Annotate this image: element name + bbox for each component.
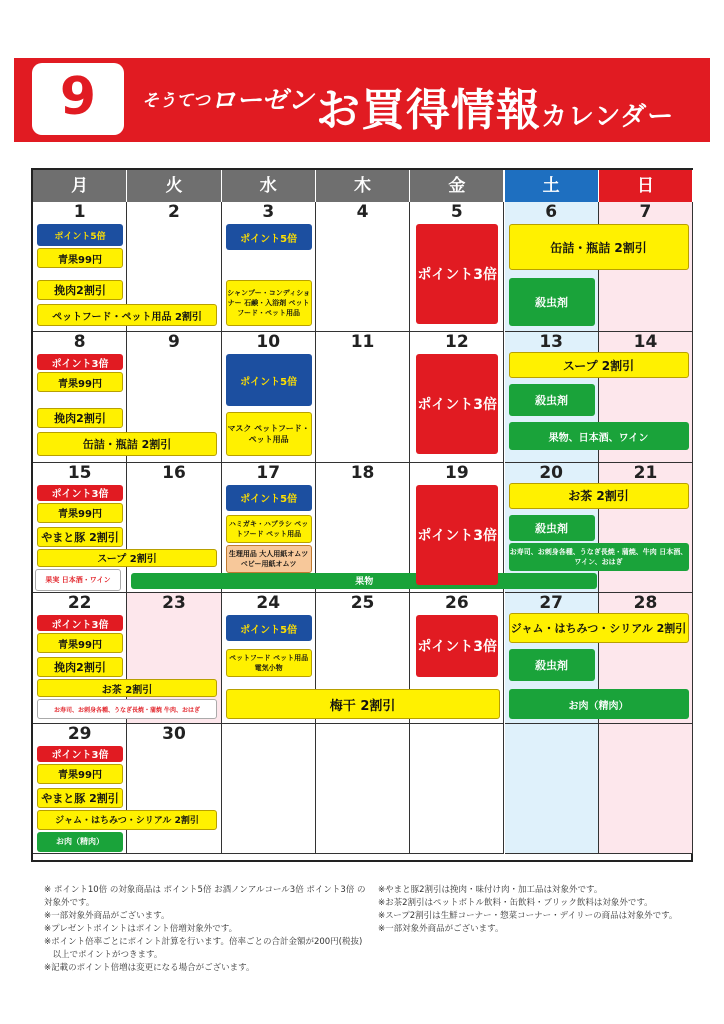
note-line: ※やまと豚2割引は挽肉・味付け肉・加工品は対象外です。	[378, 885, 603, 895]
day-number: 17	[256, 462, 281, 483]
event-fruitlabel: 果実 日本酒・ワイン	[35, 569, 121, 591]
day-cell	[316, 724, 410, 854]
note-line: ※一部対象外商品がございます。	[44, 911, 170, 921]
day-number: 20	[539, 462, 563, 483]
day-number: 30	[162, 723, 186, 744]
day-cell	[222, 724, 316, 854]
event-point5: ポイント5倍	[37, 224, 123, 246]
day-number: 16	[162, 462, 186, 483]
note-line: ※一部対象外商品がございます。	[378, 924, 504, 934]
day-number: 28	[633, 593, 658, 614]
day-number: 12	[445, 332, 469, 353]
event-fruit: 果物	[131, 573, 597, 589]
logo-rosen: ローゼン	[210, 86, 314, 116]
weekday-header: 日	[599, 170, 693, 202]
weekday-header: 火	[127, 170, 221, 202]
day-number: 8	[73, 332, 86, 353]
day-cell	[316, 332, 410, 462]
event-jam: ジャム・はちみつ・シリアル 2割引	[37, 810, 217, 830]
day-cell	[505, 724, 599, 854]
event-veg99: 青果99円	[37, 764, 123, 784]
day-number: 2	[168, 202, 180, 222]
day-number: 21	[633, 462, 658, 483]
event-point5: ポイント5倍	[226, 354, 312, 406]
day-cell	[599, 724, 693, 854]
event-tea: お茶 2割引	[37, 679, 217, 697]
event-insect: 殺虫剤	[509, 649, 595, 681]
note-line: ※プレゼントポイントはポイント倍増対象外です。	[44, 924, 238, 934]
event-canned: 缶詰・瓶詰 2割引	[37, 432, 217, 456]
day-number: 26	[445, 593, 469, 614]
event-sashimi2: お寿司、お刺身各種、うなぎ長焼・蒲焼 牛肉、おはぎ	[37, 699, 217, 719]
note-line: ※ポイント倍率ごとにポイント計算を行います。倍率ごとの合計金額が200円(税抜)	[44, 937, 363, 947]
event-point3: ポイント3倍	[416, 354, 498, 454]
day-number: 13	[539, 332, 563, 353]
note-line: ※スープ2割引は生鮮コーナー・惣菜コーナー・デイリーの商品は対象外です。	[378, 911, 678, 921]
event-fruitsake: 果物、日本酒、ワイン	[509, 422, 689, 450]
notes-right	[378, 884, 708, 936]
day-cell	[410, 724, 504, 854]
weekday-header: 土	[505, 170, 599, 202]
day-number: 5	[450, 202, 463, 222]
event-point5: ポイント5倍	[226, 615, 312, 641]
event-seikatsu: 生理用品 大人用紙オムツ ベビー用紙オムツ	[226, 545, 312, 573]
day-number: 6	[545, 202, 558, 222]
event-meat: お肉（精肉）	[509, 689, 689, 719]
event-point3: ポイント3倍	[416, 485, 498, 585]
logo-sotetsu: そうてつ	[142, 91, 210, 111]
event-point3: ポイント3倍	[416, 615, 498, 677]
day-number: 24	[256, 593, 281, 614]
day-cell	[316, 202, 410, 332]
notes-left	[44, 884, 374, 975]
event-point3: ポイント3倍	[416, 224, 498, 324]
weekday-header: 金	[410, 170, 504, 202]
event-soup: スープ 2割引	[37, 549, 217, 567]
event-point3: ポイント3倍	[37, 615, 123, 631]
day-number: 29	[67, 723, 92, 744]
note-line: ※ ポイント10倍 の対象商品は ポイント5倍 お酒ノンアルコール3倍 ポイント3倍 の対象外です。	[44, 885, 366, 908]
note-line: ※お茶2割引はペットボトル飲料・缶飲料・ブリック飲料は対象外です。	[378, 898, 653, 908]
note-line: ※記載のポイント倍増は変更になる場合がございます。	[44, 963, 255, 973]
day-number: 1	[73, 202, 86, 222]
event-canned: 缶詰・瓶詰 2割引	[509, 224, 689, 270]
event-insect: 殺虫剤	[509, 278, 595, 326]
day-number: 15	[67, 462, 92, 483]
event-hamigaki: ハミガキ・ハブラシ ペットフード ペット用品	[226, 515, 312, 543]
event-umeboshi: 梅干 2割引	[226, 689, 500, 719]
day-number: 23	[162, 593, 186, 614]
day-number: 27	[539, 593, 563, 614]
day-number: 4	[356, 202, 369, 222]
event-pet: ペットフード・ペット用品 2割引	[37, 304, 217, 326]
event-point5: ポイント5倍	[226, 485, 312, 511]
event-sashimi: お寿司、お刺身各種、うなぎ長焼・蒲焼、牛肉 日本酒、ワイン、おはぎ	[509, 543, 689, 571]
event-meat: お肉（精肉）	[37, 832, 123, 852]
event-petsmall: ペットフード ペット用品 電気小物	[226, 649, 312, 677]
title-main: お買得情報	[316, 85, 541, 136]
event-minced: 挽肉2割引	[37, 408, 123, 428]
event-minced: 挽肉2割引	[37, 280, 123, 300]
month-box	[32, 63, 124, 135]
day-number: 9	[168, 332, 180, 353]
event-veg99: 青果99円	[37, 503, 123, 523]
event-soup: スープ 2割引	[509, 352, 689, 378]
weekday-header: 木	[316, 170, 410, 202]
day-number: 14	[633, 332, 658, 353]
title-suffix: カレンダー	[541, 102, 675, 132]
weekday-header: 月	[33, 170, 127, 202]
event-minced: 挽肉2割引	[37, 657, 123, 677]
event-veg99: 青果99円	[37, 248, 123, 268]
event-point3: ポイント3倍	[37, 354, 123, 370]
day-number: 25	[350, 593, 375, 614]
weekday-header: 水	[222, 170, 316, 202]
day-number: 18	[350, 462, 375, 483]
page-title	[316, 74, 674, 138]
event-insect: 殺虫剤	[509, 384, 595, 416]
event-veg99: 青果99円	[37, 633, 123, 653]
event-point3: ポイント3倍	[37, 485, 123, 501]
note-line: 以上でポイントがつきます。	[44, 950, 163, 960]
event-veg99: 青果99円	[37, 372, 123, 392]
event-tea: お茶 2割引	[509, 483, 689, 509]
event-jam: ジャム・はちみつ・シリアル 2割引	[509, 613, 689, 643]
calendar-grid	[31, 168, 693, 862]
day-number: 7	[639, 202, 652, 222]
day-cell	[127, 724, 221, 854]
event-mask: マスク ペットフード・ペット用品	[226, 412, 312, 456]
day-number: 11	[350, 332, 375, 353]
day-number: 19	[445, 462, 469, 483]
event-shampoo: シャンプー・コンディショナー 石鹸・入浴剤 ペットフード・ペット用品	[226, 280, 312, 326]
event-insect: 殺虫剤	[509, 515, 595, 541]
month-number: 9	[59, 67, 97, 127]
day-number: 22	[67, 593, 92, 614]
day-number: 10	[256, 332, 281, 353]
event-point5: ポイント5倍	[226, 224, 312, 250]
event-yamato: やまと豚 2割引	[37, 788, 123, 808]
event-yamato: やまと豚 2割引	[37, 527, 123, 547]
day-number: 3	[262, 202, 275, 222]
event-point3: ポイント3倍	[37, 746, 123, 762]
header-banner	[14, 58, 710, 142]
